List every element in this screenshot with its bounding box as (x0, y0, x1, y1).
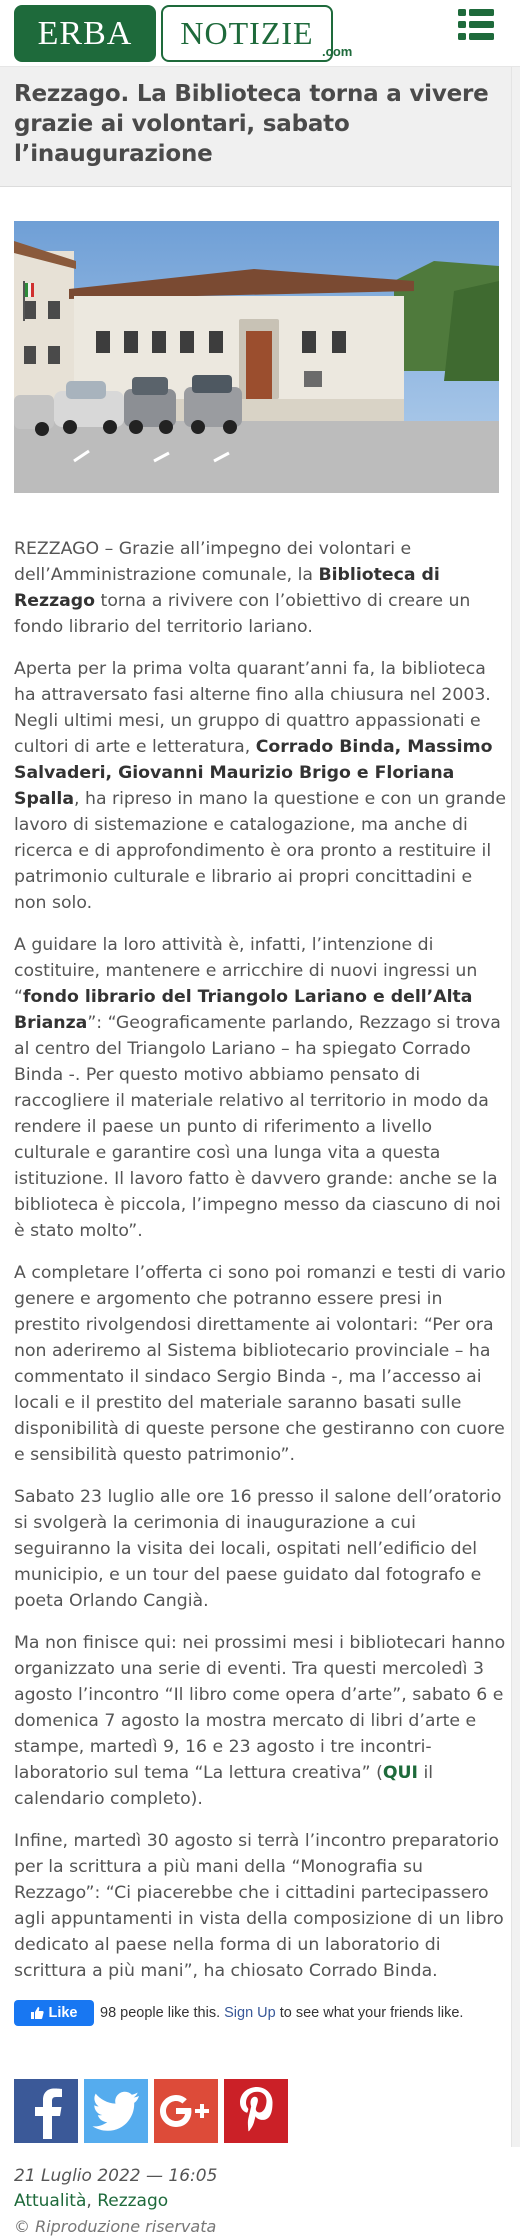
article-title: Rezzago. La Biblioteca torna a vivere grazie ai volontari, sabato l’inaugurazione (14, 81, 489, 167)
page-scrollbar[interactable] (511, 0, 520, 2147)
facebook-like-label: Like (48, 2005, 78, 2021)
article-paragraph-3: A guidare la loro attività è, infatti, l’intenzione di costituire, mantenere e arricchire di nuovi ingressi un “fondo librario del Triangolo Lariano e dell’Alta Brianza”: “Geograficamente parlando, Rezzago si trova al centro del Triangolo Lariano – ha spiegato Corrado Binda -. Per questo motivo abbiamo pensato di raccogliere il materiale relativo al territorio in modo da rendere il paese un punto di riferimento a livello culturale e garantire così una lunga vita a questa istituzione. Il lavoro fatto è davvero grande: anche se la biblioteca è piccola, l’impegno messo da ciascuno di noi è stato molto”. (14, 935, 501, 1241)
article-title-band (0, 67, 520, 187)
article-paragraph-4: A completare l’offerta ci sono poi romanzi e testi di vario genere e argomento che potranno essere presi in prestito rivolgendosi direttamente ai volontari: “Per ora non aderiremo al Sistema bibliotecario provinciale – ha commentato il sindaco Sergio Binda -, ma l’accesso ai locali e il prestito del materiale saranno basati sulle disponibilità di queste persone che gestiranno con cuore e sensibilità questo patrimonio”. (14, 1263, 506, 1465)
google-plus-share-button[interactable] (154, 2079, 218, 2143)
twitter-share-button[interactable] (84, 2079, 148, 2143)
logo-notizie: NOTIZIE (161, 5, 333, 62)
article-meta (14, 2164, 520, 2239)
article-body (0, 496, 520, 1984)
facebook-like-count: 98 people like this. (100, 2005, 221, 2021)
twitter-icon (92, 2091, 140, 2131)
article-categories (14, 2189, 520, 2214)
category-link-attualita[interactable]: Attualità (14, 2191, 87, 2211)
pinterest-share-button[interactable] (224, 2079, 288, 2143)
article-paragraph-6: Ma non finisce qui: nei prossimi mesi i bibliotecari hanno organizzato una serie di eventi. Tra questi mercoledì 3 agosto l’incontro “Il libro come opera d’arte”, sabato 6 e domenica 7 agosto la mostra mercato di libri d’arte e stampe, martedì 9, 16 e 23 agosto i tre incontri-laboratorio sul tema “La lettura creativa” (QUI il calendario completo). (14, 1633, 506, 1809)
logo-dotcom: .com (322, 44, 353, 59)
facebook-like-widget (14, 2000, 520, 2026)
article-paragraph-1: REZZAGO – Grazie all’impegno dei volontari e dell’Amministrazione comunale, la Biblioteca di Rezzago torna a rivivere con l’obiettivo di creare un fondo librario del territorio lariano. (14, 539, 471, 637)
facebook-like-button[interactable] (14, 2000, 94, 2026)
facebook-signup-link[interactable]: Sign Up (224, 2005, 276, 2021)
calendar-link[interactable]: QUI (382, 1763, 418, 1783)
social-share-buttons (14, 2079, 520, 2143)
facebook-share-button[interactable] (14, 2079, 78, 2143)
thumbs-up-icon (30, 2006, 44, 2020)
pinterest-icon (238, 2086, 274, 2136)
site-logo[interactable] (14, 5, 333, 63)
article-paragraph-2: Aperta per la prima volta quarant’anni fa, la biblioteca ha attraversato fasi alterne fino alla chiusura nel 2003. Negli ultimi mesi, un gruppo di quattro appassionati e cultori di arte e letteratura, Corrado Binda, Massimo Salvaderi, Giovanni Maurizio Brigo e Floriana Spalla, ha ripreso in mano la questione e con un grande lavoro di sistemazione e catalogazione, ma anche di ricerca e di approfondimento è ora pronto a restituire il patrimonio culturale e librario ai propri concittadini e non solo. (14, 659, 506, 913)
category-separator: , (86, 2191, 98, 2211)
google-plus-icon (159, 2094, 213, 2128)
hamburger-menu-icon[interactable] (458, 8, 494, 42)
category-link-rezzago[interactable]: Rezzago (97, 2191, 169, 2211)
article-photo (14, 221, 499, 496)
article-paragraph-7: Infine, martedì 30 agosto si terrà l’incontro preparatorio per la scrittura a più mani della “Monografia su Rezzago”: “Ci piacerebbe che i cittadini partecipassero agli appuntamenti in vista della composizione di un libro dedicato al paese nella forma di un laboratorio di scrittura a più mani”, ha chiosato Corrado Binda. (14, 1831, 504, 1981)
facebook-like-suffix: to see what your friends like. (279, 2005, 464, 2021)
site-header (0, 0, 520, 67)
article-date: 21 Luglio 2022 — 16:05 (14, 2166, 218, 2186)
logo-erba: ERBA (14, 5, 156, 62)
article-paragraph-5: Sabato 23 luglio alle ore 16 presso il salone dell’oratorio si svolgerà la cerimonia di inaugurazione a cui seguiranno la visita dei locali, ospitati nell’edificio del municipio, e un tour del paese guidato dal fotografo e poeta Orlando Cangià. (14, 1487, 502, 1611)
copyright-notice: © Riproduzione riservata (14, 2217, 217, 2236)
facebook-icon (26, 2083, 66, 2139)
